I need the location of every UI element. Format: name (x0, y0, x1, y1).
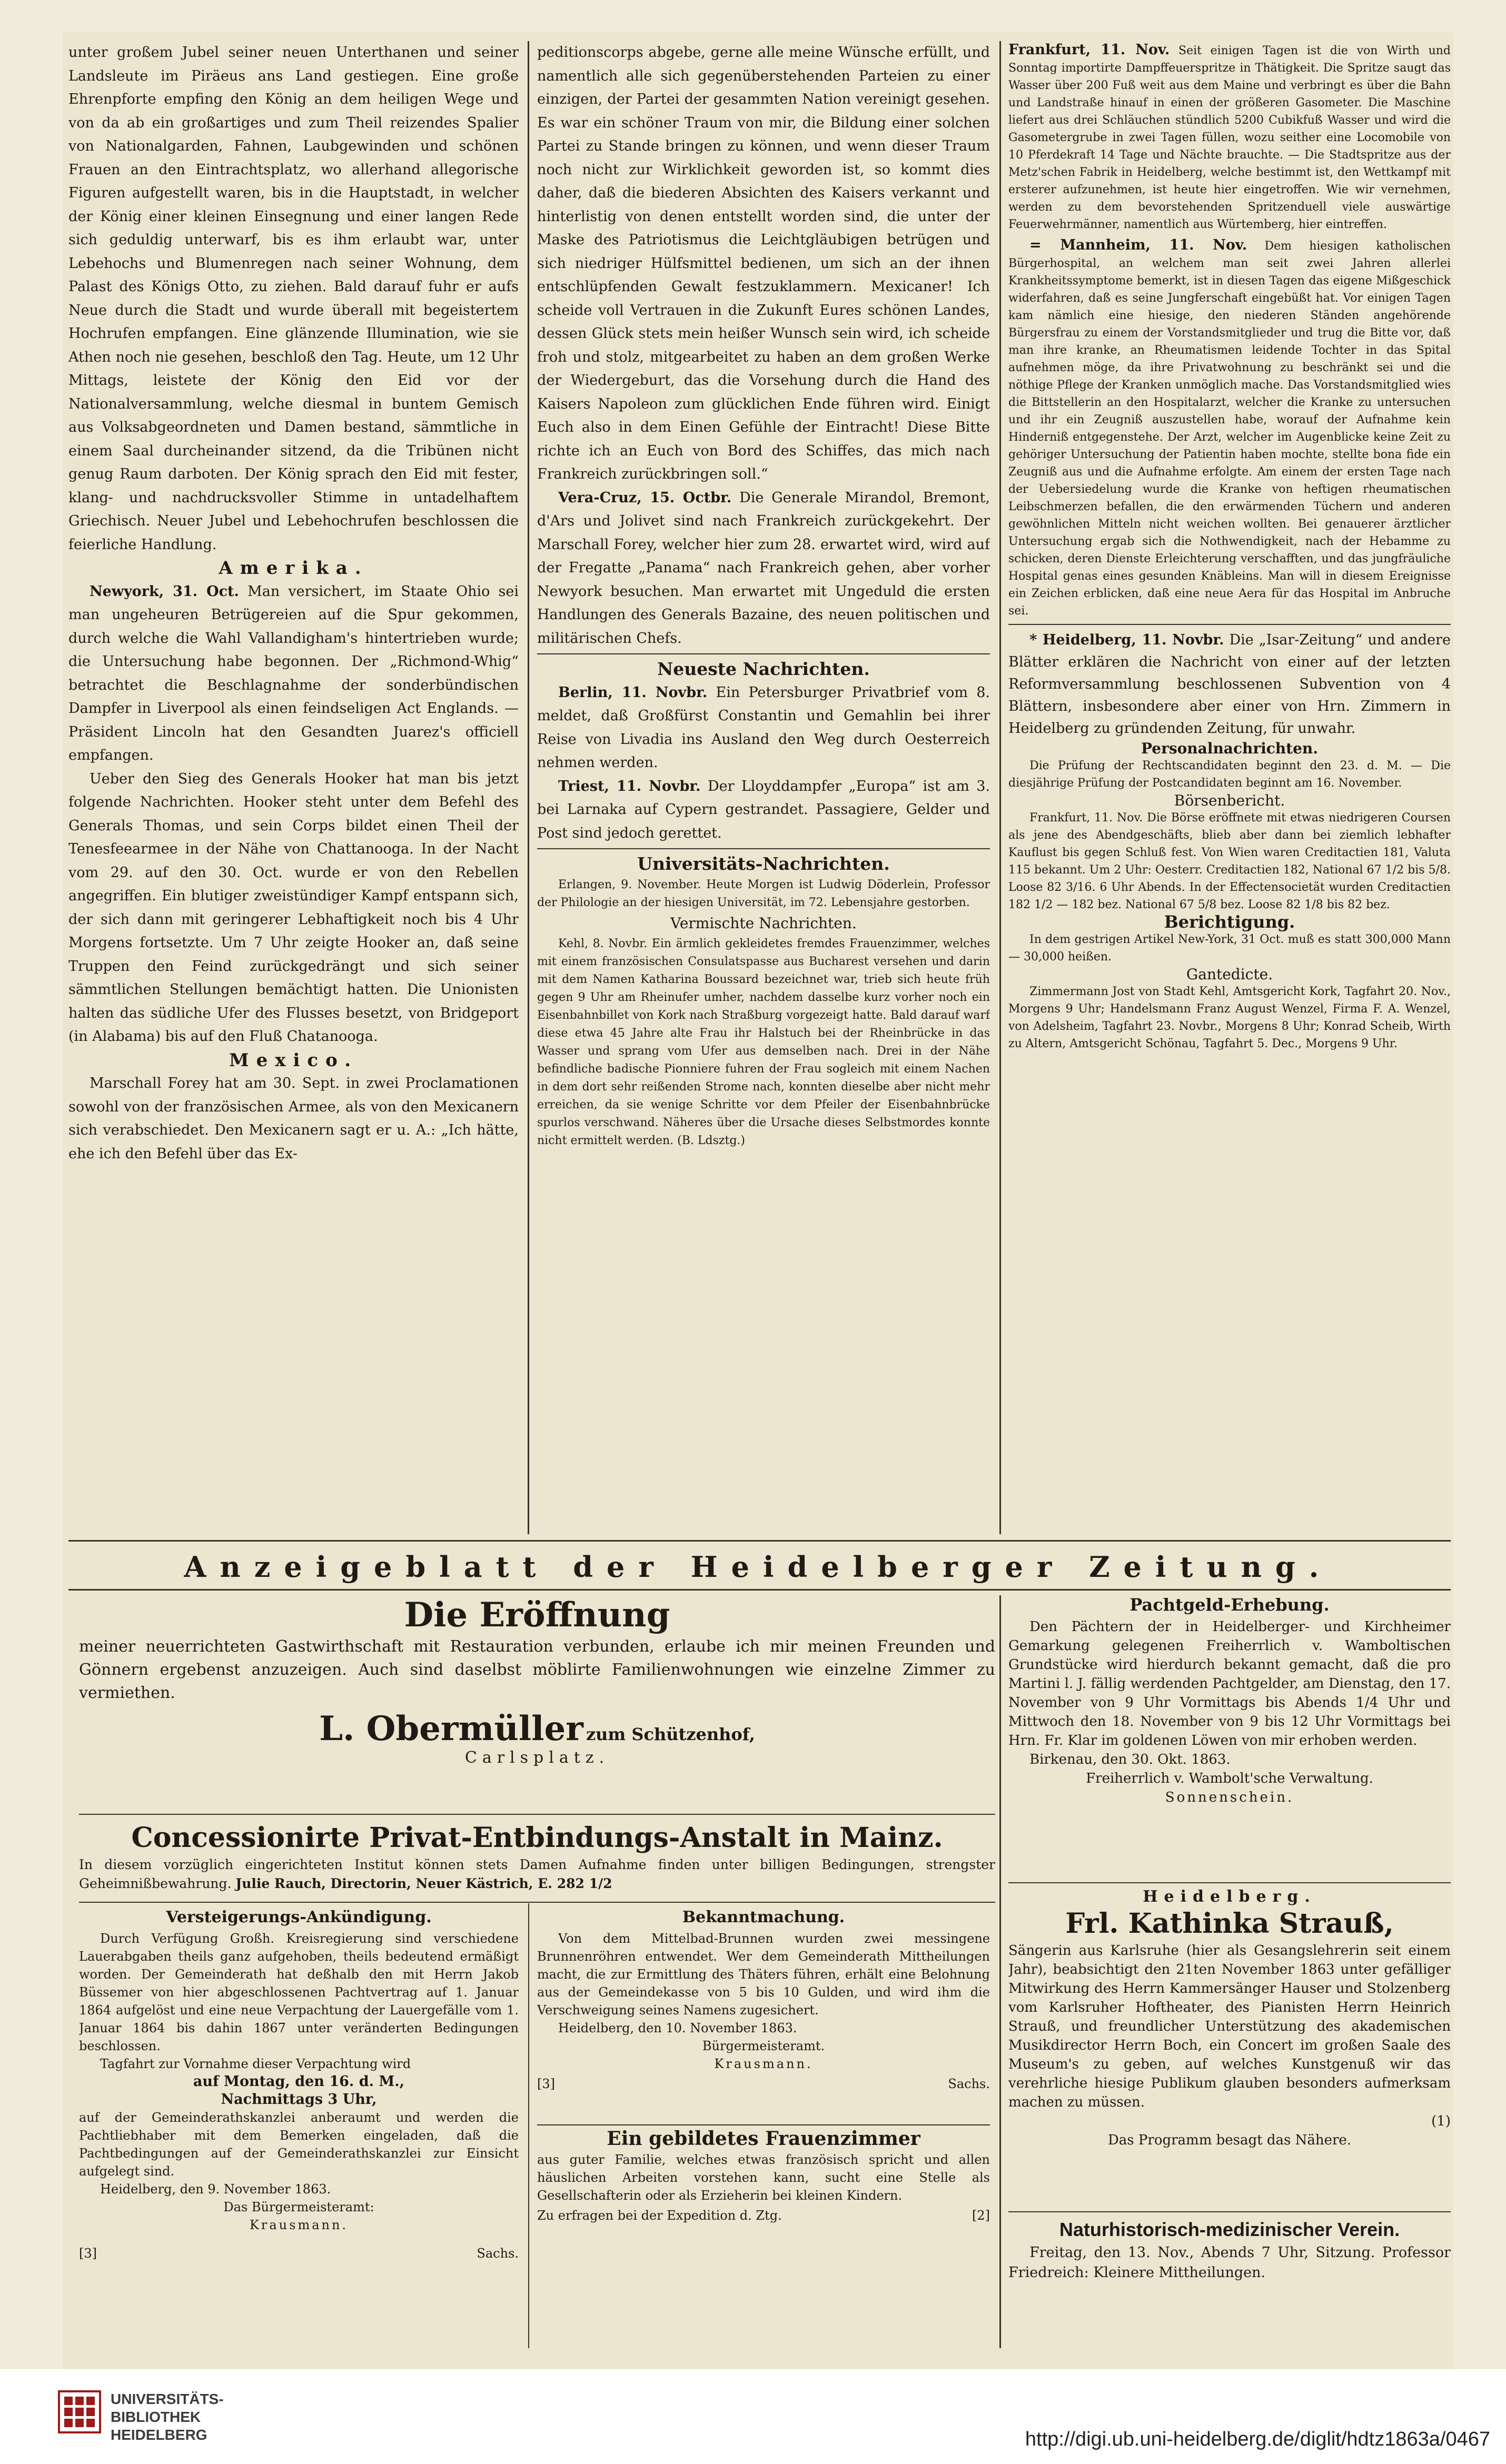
ad-frauenzimmer-ref: Zu erfragen bei der Expedition d. Ztg. (537, 2208, 782, 2223)
ad-bekanntmachung (537, 1909, 990, 2119)
ad-bekanntmachung-footer (537, 2075, 990, 2093)
ad-anstalt-title: Concessionirte Privat-Entbindungs-Anstalt in Mainz. (131, 1822, 943, 1854)
section-heading-amerika: Amerika. (219, 558, 369, 579)
col3-frankfurt-text: Seit einigen Tagen ist die von Wirth und Sonntag importirte Dampffeuerspritze in Thätigkeit. Die Spritze saugt das Wasser über 200 Fuß weit aus dem Maine und verbringt es über die Bahn und Landstraße hinauf in einen der größeren Gasometer. Die Maschine liefert aus drei Schläuchen stündlich 5200 Cubikfuß Wasser und wird die Gasometergrube in zwei Tagen füllen, wozu seither eine Locomobile von 10 Pferdekraft 14 Tage und Nächte brauchte. — Die Stadtspritze aus der Metz'schen Fabrik in Heidelberg, welche bestimmt ist, den Wettkampf mit ersterer aufzunehmen, ist heute hier eingetroffen. Wie wir vernehmen, werden zu dem bevorstehenden Spritzenduell viele auswärtige Feuerwehrmänner, namentlich aus Würtemberg, hier eintreffen. (1008, 44, 1451, 231)
ad-versteigerung-number: [3] (79, 2246, 97, 2261)
heading-vermischte-nachrichten: Vermischte Nachrichten. (670, 914, 857, 932)
col2-berlin-text: Ein Petersburger Privatbrief vom 8. meldet, daß Großfürst Constantin und Gemahlin bei ihrer Reise von Livadia ins Ausland den Weg durch Oesterreich nehmen werden. (537, 684, 990, 771)
ad-strauss-text: Sängerin aus Karlsruhe (hier als Gesangslehrerin seit einem Jahr), beabsichtigt den 21ten November 1863 unter gefälliger Mitwirkung des Herrn Kammersänger Hauser und Stolzenberg vom Karlsruher Hoftheater, des Pianisten Herrn Heinrich Strauß, und freundlicher Unterstützung des akademischen Musikdirector Herrn Boch, ein Concert im großen Saale des Museum's zu geben, auf welches Kunstgenuß wir das verehrliche hiesige Publikum glauben besonders aufmerksam machen zu müssen. (1008, 1943, 1451, 2110)
col1-greece-report: unter großem Jubel seiner neuen Unterthanen und seiner Landsleute im Piräeus ans Land gestiegen. Eine große Ehrenpforte empfing den König an dem heiligen Wege und von da ab ein großartiges und zum Theil reizendes Spalier von Nationalgarden, Fahnen, Laubgewinden und schönen Frauen an den Eintrachtsplatz, wo allerhand allegorische Figuren aufgestellt waren, bis in die Hauptstadt, in welcher der König einer kleinen Einsegnung und einer langen Rede sich geduldig unterwarf, bis es ihm erlaubt war, unter Lebehochs und Blumenregen nach seiner Wohnung, dem Palast des Königs Otto, zu ziehen. Bald darauf fuhr er aufs Neue durch die Stadt und wurde überall mit begeistertem Hochrufen empfangen. Eine glänzende Illumination, wie sie Athen noch nie gesehen, beschloß den Tag. Heute, um 12 Uhr Mittags, leistete der König den Eid vor der Nationalversammlung, welche diesmal in buntem Gemisch aus Volksabgeordneten und Damen bestand, sämmtliche in einem Saal durcheinander sitzend, da die Tribünen nicht genug Raum darboten. Der König sprach den Eid mit fester, klang- und nachdrucksvoller Stimme in untadelhaftem Griechisch. Neuer Jubel und Lebehochrufen beschlossen die feierliche Handlung. (68, 44, 519, 553)
ad-divider-right (999, 1595, 1001, 2348)
dateline-heidelberg: * Heidelberg, 11. Novbr. (1029, 632, 1224, 648)
ad-pachtgeld-name: Sonnenschein. (1165, 1790, 1294, 1805)
ad-anstalt-text: In diesem vorzüglich eingerichteten Institut können stets Damen Aufnahme finden unter billigen Bedingungen, strengster Geheimnißbewahrung. (79, 1857, 995, 1891)
col2-erlangen-report: Erlangen, 9. November. Heute Morgen ist Ludwig Döderlein, Professor der Philologie an der hiesigen Universität, im 72. Lebensjahre gestorben. (537, 878, 990, 909)
ad-divider-middle (528, 1903, 529, 2348)
col1-hooker-report: Ueber den Sieg des Generals Hooker hat man bis jetzt folgende Nachrichten. Hooker steht unter dem Befehl des Generals Thomas, und sein Corps bildet einen Theil der Tenesfeearmee in der Nähe von Chattanooga. In der Nacht vom 29. auf den 30. Oct. wurde er von den Rebellen angegriffen. Ein blutiger zweistündiger Kampf entspann sich, der sich dann mit geringerer Lebhaftigkeit noch bis 4 Uhr Morgens fortsetzte. Um 7 Uhr zeigte Hooker an, daß seine Truppen den Feind zurückgedrängt und sich seiner sämmtlichen Stellungen bemächtigt hatten. Die Unionisten halten das südliche Ufer des Flusses besetzt, von Bridgeport (in Alabama) bis auf den Fluß Chatanooga. (68, 770, 519, 1045)
column-divider-1 (528, 41, 529, 1534)
col2-kehl-text: Kehl, 8. Novbr. Ein ärmlich gekleidetes fremdes Frauenzimmer, welches mit einem französischen Consulatspasse aus Bucharest versehen und darin mit dem Namen Katharina Boussard bezeichnet war, trieb sich heute früh gegen 9 Uhr am Rheinufer umher, nachdem dasselbe kurz vorher noch ein Eisenbahnbillet von Kork nach Straßburg vorgezeigt hatte. Bald darauf warf diese etwa 45 Jahre alte Frau ihr Halstuch bei der Rheinbrücke in das Wasser und sprang vom Ufer aus demselben nach. Drei in der Nähe befindliche badische Pionniere fuhren der Frau sogleich mit einem Nachen in dem dort sehr reißenden Strome nach, konnten dieselbe aber nicht mehr erreichen, da sie wenige Schritte vor dem Pfeiler der Eisenbahnbrücke spurlos verschwand. Näheres über die Ursache dieses Selbstmordes konnte nicht ermittelt werden. (537, 937, 990, 1147)
col1-newyork-text: Man versichert, im Staate Ohio sei man ungeheuren Betrügereien auf die Spur gekommen, durch welche die Wahl Vallandigham's hintertrieben wurde; die Untersuchung habe begonnen. Der „Richmond-Whig“ betrachtet die Beschlagnahme der sonderbündischen Dampfer in Liverpool als einen feindseligen Act Englands. — Präsident Lincoln hat den Gesandten Juarez's officiell empfangen. (68, 583, 519, 763)
col1-newyork-report (68, 580, 519, 768)
ad-rule-1 (79, 1814, 995, 1815)
col3-heidelberg-report (1008, 629, 1451, 740)
ad-frauenzimmer-title: Ein gebildetes Frauenzimmer (607, 2130, 920, 2150)
ad-rule-3 (537, 2124, 990, 2125)
col2-kehl-report (537, 935, 990, 1150)
ad-versteigerung-date2: Nachmittags 3 Uhr, (221, 2091, 377, 2108)
ad-versteigerung-signature: Sachs. (477, 2246, 519, 2261)
source-url-link[interactable]: http://digi.ub.uni-heidelberg.de/diglit/hdtz1863a/0467 (1025, 2428, 1490, 2450)
ad-pachtgeld (1008, 1595, 1451, 1880)
col3-personal-text: Die Prüfung der Rechtscandidaten beginnt den 23. d. M. — Die diesjährige Prüfung der Postcandidaten beginnt am 16. November. (1008, 759, 1451, 790)
heading-berichtigung: Berichtigung. (1164, 912, 1295, 932)
heading-universitaets-nachrichten: Universitäts-Nachrichten. (637, 853, 890, 874)
ad-strauss-number: (1) (1431, 2113, 1451, 2129)
dateline-berlin: Berlin, 11. Novbr. (558, 684, 708, 701)
ad-anstalt-body (79, 1855, 995, 1893)
ad-strauss-city: Heidelberg. (1143, 1887, 1316, 1906)
ad-pachtgeld-text: Den Pächtern der in Heidelberger- und Kirchheimer Gemarkung gelegenen Freiherrlich v. Wamboltischen Grundstücke wird hierdurch bekannt gemacht, daß die pro Martini l. J. fällig werdenden Pachtgelder, am Dienstag, den 17. November von 9 Uhr Vormittags bis Abends 1/4 Uhr und Mittwoch den 18. November von 9 bis 12 Uhr Vormittags bei Hrn. Fr. Klar im goldenen Löwen von mir erhoben werden. (1008, 1619, 1451, 1748)
ad-versteigerung-footer (79, 2244, 519, 2262)
dateline-frankfurt: Frankfurt, 11. Nov. (1008, 42, 1170, 58)
col3-frankfurt-report (1008, 41, 1451, 233)
logo-line-1: UNIVERSITÄTS- (111, 2391, 224, 2407)
ad-versteigerung-title: Versteigerungs-Ankündigung. (166, 1909, 432, 1926)
ad-verein-text: Freitag, den 13. Nov., Abends 7 Uhr, Sitzung. Professor Friedreich: Kleinere Mittheilungen. (1008, 2244, 1451, 2281)
col3-gantedicte-text: Zimmermann Jost von Stadt Kehl, Amtsgericht Kork, Tagfahrt 20. Nov., Morgens 9 Uhr; Handelsmann Franz August Wenzel, Firma F. A. Wenzel, von Adelsheim, Tagfahrt 23. Novbr., Morgens 8 Uhr; Konrad Scheib, Wirth zu Altern, Amtsgericht Schönau, Tagfahrt 5. Dec., Morgens 9 Uhr. (1008, 985, 1451, 1050)
dateline-newyork: Newyork, 31. Oct. (90, 583, 239, 600)
logo-line-3: HEIDELBERG (111, 2427, 207, 2443)
col2-forey-continued: peditionscorps abgebe, gerne alle meine Wünsche erfüllt, und namentlich alle sich gegenüberstehenden Parteien zu einer einzigen, der Partei der gesammten Nation vereinigt gesehen. Es war ein schöner Traum von mir, die Bildung einer solchen Partei zu Stande bringen zu können, und wenn dieser Traum noch nicht zur Wirklichkeit geworden ist, so kommt dies daher, daß die biederen Absichten des Kaisers verkannt und hinterlistig von denen entstellt worden sind, die unter der Maske des Patriotismus die Leichtgläubigen betrügen und sich niedriger Hülfsmittel bedienen, um sich an der ihnen entschlüpfenden Gewalt festzuklammern. Mexicaner! Ich scheide voll Vertrauen in die Zukunft Eures schönen Landes, dessen Glück stets mein heißer Wunsch sein wird, ich scheide froh und stolz, mitgearbeitet zu haben an dem großen Werke der Wiedergeburt, das die Vorsehung durch die Hand des Kaisers Napoleon zum glücklichen Ende führen wird. Einigt Euch also in dem Einen Gefühle der Eintracht! Diese Bitte richte ich an Euch von Bord des Schiffes, das mich nach Frankreich zurückbringen soll.“ (537, 44, 990, 482)
column-1 (68, 41, 519, 1536)
university-library-name (111, 2390, 224, 2444)
anzeigeblatt-rule-bottom (68, 1589, 1451, 1591)
ad-versteigerung (79, 1909, 519, 2351)
logo-line-2: BIBLIOTHEK (111, 2409, 201, 2425)
university-library-logo-icon (58, 2390, 101, 2433)
ad-bekanntmachung-name: Krausmann. (714, 2056, 813, 2071)
ad-versteigerung-text3: auf der Gemeinderathskanzlei anberaumt und werden die Pachtliebhaber mit dem Bemerken eingeladen, daß die Pachtbedingungen auf der Gemeinderathskanzlei zur Einsicht aufgelegt sind. (79, 2110, 519, 2179)
ad-versteigerung-name: Krausmann. (249, 2218, 349, 2232)
col3-boerse-text: Frankfurt, 11. Nov. Die Börse eröffnete mit etwas niedrigeren Coursen als jene des Abendgeschäfts, blieb aber dann bei ziemlich lebhafter Kauflust bis gegen Schluß fest. Von Wien waren Creditactien 181, Valuta 115 bekannt. Um 2 Uhr: Oesterr. Creditactien 182, National 67 1/2 bis 5/8. Loose 82 3/16. 6 Uhr Abends. In der Effectensocietät wurden Creditactien 182 1/2 — 182 bez. National 67 5/8 bez. Loose 82 1/8 bis 82 bez. (1008, 811, 1451, 911)
ad-strauss-program: Das Programm besagt das Nähere. (1107, 2132, 1352, 2148)
ad-obermueller-name: L. Obermüller (319, 1709, 583, 1748)
heading-personalnachrichten: Personalnachrichten. (1141, 740, 1318, 757)
anzeigeblatt-rule-top (68, 1540, 1451, 1542)
heading-boersenbericht: Börsenbericht. (1174, 792, 1285, 809)
ad-verein (1008, 2217, 1451, 2351)
ad-versteigerung-place: Heidelberg, den 9. November 1863. (100, 2182, 331, 2197)
column-3 (1008, 41, 1451, 1536)
col2-rule-1 (537, 653, 990, 654)
ad-pachtgeld-office: Freiherrlich v. Wambolt'sche Verwaltung. (1086, 1771, 1373, 1786)
ad-frauenzimmer-footer (537, 2207, 990, 2224)
ad-rule-5 (1008, 2211, 1451, 2212)
ad-versteigerung-text2: Tagfahrt zur Vornahme dieser Verpachtung wird (100, 2056, 411, 2071)
col2-triest-text: Der Lloyddampfer „Europa“ ist am 3. bei Larnaka auf Cypern gestrandet. Passagiere, Gelder und Post sind jedoch gerettet. (537, 778, 990, 841)
col3-berichtigung-text: In dem gestrigen Artikel New-York, 31 Oct. muß es statt 300,000 Mann — 30,000 heißen. (1008, 933, 1451, 963)
col2-berlin-report (537, 681, 990, 775)
ad-pachtgeld-place: Birkenau, den 30. Okt. 1863. (1029, 1752, 1231, 1767)
heading-neueste-nachrichten: Neueste Nachrichten. (657, 659, 870, 679)
anzeigeblatt-title: Anzeigeblatt der Heidelberger Zeitung. (184, 1550, 1333, 1584)
heading-gantedicte: Gantedicte. (1186, 966, 1273, 983)
ad-carlsplatz: Carlsplatz. (464, 1748, 610, 1767)
col3-heidelberg-text: Die „Isar-Zeitung“ und andere Blätter erklären die Nachricht von einer auf der letzten Reformversammlung beschlossenen Subvention von 4 Blättern, insbesondere aber einer von Hrn. Zimmern in Heidelberg zu gründenden Zeitung, für unwahr. (1008, 632, 1451, 737)
ad-rule-2 (79, 1902, 995, 1903)
ad-eroeffnung (79, 1595, 995, 1816)
col2-triest-report (537, 775, 990, 846)
dateline-mannheim: = Mannheim, 11. Nov. (1029, 237, 1247, 253)
ad-anstalt (79, 1821, 995, 1900)
col2-rule-2 (537, 848, 990, 849)
col2-veracruz-report (537, 486, 990, 651)
col3-rule-1 (1008, 624, 1451, 625)
ad-strauss-name: Frl. Kathinka Strauß, (1065, 1907, 1394, 1940)
ad-bekanntmachung-signature: Sachs. (948, 2076, 990, 2091)
ad-frauenzimmer-text: aus guter Familie, welches etwas französisch spricht und allen häuslichen Arbeiten vorstehen kann, sucht eine Stelle als Gesellschafterin oder als Erzieherin bei kleinen Kindern. (537, 2152, 990, 2203)
ad-strauss-concert (1008, 1887, 1451, 2209)
ad-frauenzimmer (537, 2130, 990, 2351)
column-2 (537, 41, 990, 1536)
ad-frauenzimmer-number: [2] (972, 2208, 990, 2223)
ad-versteigerung-date1: auf Montag, den 16. d. M., (193, 2073, 405, 2090)
col3-mannheim-report (1008, 236, 1451, 620)
section-heading-mexico: Mexico. (229, 1049, 359, 1071)
dateline-triest: Triest, 11. Novbr. (558, 778, 701, 794)
ad-rule-4 (1008, 1882, 1451, 1883)
ad-verein-title: Naturhistorisch-medizinischer Verein. (1059, 2219, 1400, 2240)
ad-bekanntmachung-place: Heidelberg, den 10. November 1863. (558, 2021, 797, 2035)
ad-eroeffnung-text: meiner neuerrichteten Gastwirthschaft mit Restauration verbunden, erlaube ich mir meinen Freunden und Gönnern ergebenst anzuzeigen. Auch sind daselbst möblirte Familienwohnungen wie einzelne Zimmer zu vermiethen. (79, 1637, 995, 1702)
ad-bekanntmachung-title: Bekanntmachung. (682, 1909, 845, 1926)
col2-kehl-source: (B. Ldsztg.) (677, 1134, 745, 1147)
ad-bekanntmachung-text: Von dem Mittelbad-Brunnen wurden zwei messingene Brunnenröhren entwendet. Wer dem Gemeinderath Mittheilungen macht, die zur Ermittlung des Thäters führen, erhält eine Belohnung aus der Gemeindekasse von 5 bis 10 Gulden, und wird ihm die Verschweigung seines Namens zugesichert. (537, 1931, 990, 2018)
col1-forey-report: Marschall Forey hat am 30. Sept. in zwei Proclamationen sowohl von der französischen Armee, als von den Mexicanern sich verabschiedet. Den Mexicanern sagt er u. A.: „Ich hätte, ehe ich den Befehl über das Ex- (68, 1075, 519, 1162)
ad-versteigerung-office: Das Bürgermeisteramt: (223, 2200, 374, 2214)
ad-pachtgeld-title: Pachtgeld-Erhebung. (1130, 1595, 1330, 1615)
ad-bekanntmachung-office: Bürgermeisteramt. (702, 2039, 825, 2053)
ad-versteigerung-text: Durch Verfügung Großh. Kreisregierung sind verschiedene Lauerabgaben theils ganz aufgehoben, theils bedeutend ermäßigt worden. Der Gemeinderath hat deßhalb den mit Herrn Jakob Büssemer von hier abgeschlossenen Pachtvertrag auf 1. Januar 1864 aufgelöst und eine neue Verpachtung der Lauergefälle vom 1. Januar 1864 bis dahin 1867 unter veränderten Bedingungen beschlossen. (79, 1931, 519, 2053)
dateline-veracruz: Vera-Cruz, 15. Octbr. (558, 489, 732, 506)
ad-anstalt-signature: Julie Rauch, Directorin, Neuer Kästrich, E. 282 1/2 (235, 1876, 612, 1891)
ad-bekanntmachung-number: [3] (537, 2076, 555, 2091)
column-divider-2 (999, 41, 1001, 1534)
ad-eroeffnung-title: Die Eröffnung (404, 1595, 670, 1635)
ad-eroeffnung-signature (79, 1709, 995, 1748)
col2-veracruz-text: Die Generale Mirandol, Bremont, d'Ars und Jolivet sind nach Frankreich zurückgekehrt. Der Marschall Forey, welcher hier zum 28. erwartet wird, wird auf der Fregatte „Panama“ nach Frankreich gehen, aber vorher Newyork besuchen. Man erwartet mit Ungeduld die ersten Handlungen des Generals Bazaine, des neuen politischen und militärischen Chefs. (537, 489, 990, 647)
col3-mannheim-text: Dem hiesigen katholischen Bürgerhospital, an welchem man seit zwei Jahren allerlei Krankheitssymptome bemerkt, ist in diesen Tagen das eigene Mißgeschick widerfahren, daß es seine Jungferschaft eingebüßt hat. Vor einigen Tagen kam nämlich eine hiesige, den niederen Ständen angehörende Bürgersfrau zu einem der Vorstandsmitglieder und trug die Bitte vor, daß man ihre kranke, an Rheumatismen leidende Tochter in das Spital aufnehmen möge, da ihre Privatwohnung zu beschränkt sei und die nöthige Pflege der Kranken unmöglich mache. Das Vorstandsmitglied wies die Bittstellerin an den Hospitalarzt, welcher die Kranke zu untersuchen und ihr ein Zeugniß auszustellen habe, worauf der Aufnahme kein Hinderniß entgegenstehe. Der Arzt, welcher im Augenblicke keine Zeit zu gehöriger Untersuchung der Patientin haben mochte, stellte bona fide ein Zeugniß aus und die Aufnahme erfolgte. Am einem der ersten Tage nach der Uebersiedelung wurde die Kranke von heftigen rheumatischen Leibschmerzen befallen, die den erwärmenden Tüchern und anderen gewöhnlichen Mitteln nicht weichen wollten. Bei genauerer ärztlicher Untersuchung ergab sich die Nothwendigkeit, nach der Hebamme zu schicken, deren Dienste Erleichterung verschafften, und das jungfräuliche Hospital genas eines gesunden Knäbleins. Man will in diesem Ereignisse ein Zeichen erblicken, daß eine neue Aera für das Hospital im Anbruche sei. (1008, 240, 1451, 618)
ad-obermueller-tail: zum Schützenhof, (586, 1724, 755, 1744)
